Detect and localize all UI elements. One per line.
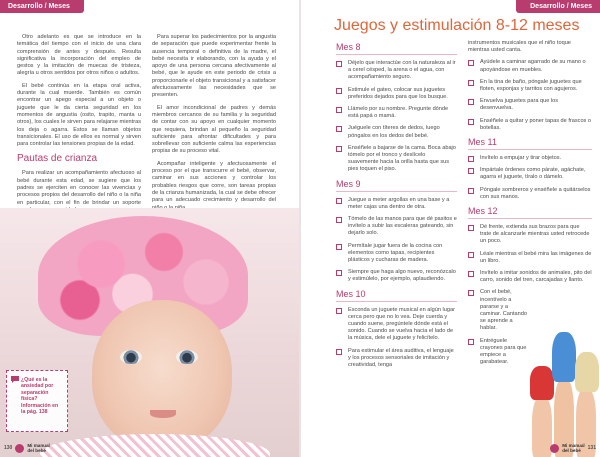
month-heading: Mes 12	[468, 206, 592, 219]
list-item: Enséñele a quitar y poner tapas de frascos o botellas.	[468, 118, 592, 132]
baby-dress	[40, 434, 270, 457]
baby-mouth	[150, 410, 176, 418]
checkbox-icon	[468, 271, 474, 277]
list-item: Estimule el gateo, colocar sus juguetes preferidos dejados para que los busque.	[336, 87, 457, 101]
finger	[532, 396, 552, 457]
list-item: Juéguele con títeres de dedos, luego póngalos en los dedos del bebé.	[336, 125, 457, 139]
list-item: Invítelo a imitar sonidos de animales, pito del carro, sonido del tren, carcajadas y llanto.	[468, 270, 592, 284]
list-item: Enséñele a bajarse de la cama. Boca abajo tómelo por el tronco y deslícelo suavemente hacia la orilla hasta que sus pies toquen el piso.	[336, 145, 457, 174]
checkbox-icon	[336, 270, 342, 276]
blue-puppet	[552, 332, 576, 382]
list-item: Envuelva juguetes para que los desenvuelva.	[468, 98, 592, 112]
red-puppet	[530, 366, 554, 400]
checkbox-icon	[468, 225, 474, 231]
list-item: Entréguele crayones para que empiece a garabatear.	[468, 338, 530, 367]
paragraph: Para superar los padecimientos por la angustia de separación que puede experimentar frente la ausencia temporal o definitiva de la madre, el bebé necesita ir elaborando, con la ayuda y el apoyo de una persona cercana afectivamente al bebé, que le ayude en este periodo de crisis a proporcionarle el objeto transicional y a satisfacer afectuosamente las necesidades que se presenten.	[152, 34, 276, 99]
checkbox-icon	[468, 188, 474, 194]
list-item: Juegue a meter argollas en una base y a meter cajas una dentro de otra.	[336, 197, 457, 211]
brand-line: del bebé	[562, 448, 581, 453]
page-number: 130	[4, 445, 13, 451]
list-item: Para estimular el área auditiva, el lenguaje y los procesos sensoriales de imitación y creatividad, tenga	[336, 348, 457, 370]
checkbox-icon	[336, 107, 342, 113]
month-heading: Mes 10	[336, 289, 457, 302]
right-column-1	[336, 40, 457, 374]
checkbox-icon	[336, 146, 342, 152]
brand-name	[562, 443, 584, 453]
checkbox-icon	[468, 252, 474, 258]
list-item: En la tina de baño, póngale juguetes que floten, esponjas y tarritos con agujeros.	[468, 79, 592, 93]
paragraph: Otro adelanto es que se introduce en la temática del tiempo con el inicio de una clara comprensión de antes y después. Resulta significativa la incorporación del empleo de gestos y la imitación de muecas de tristeza, alegría u otros sentidos por otros niños o adultos.	[17, 34, 141, 77]
list-item: Póngale sombreros y enséñele a quitárselos con sus manos.	[468, 187, 592, 201]
brand-line: del bebé	[27, 448, 46, 453]
page-title: Juegos y estimulación 8-12 meses	[334, 17, 580, 34]
list-item: Con el bebé, incentívelo a pararse y a caminar. Cantando se aprende a hablar.	[468, 289, 530, 332]
brand-line: Mi manual	[27, 443, 50, 448]
checkbox-icon	[468, 339, 474, 345]
paragraph: Acompañar inteligente y afectuosamente el proceso por el que transcurre el bebé, observar, caminar en sus acciones y controlar los probables riesgos que corre, son tareas propias de la crianza humanizada, la cual se debe ofrecer para un adecuado crecimiento y desarrollo del	[152, 160, 276, 204]
month-heading: Mes 11	[468, 137, 592, 150]
checkbox-icon	[336, 217, 342, 223]
month-heading: Mes 9	[336, 179, 457, 192]
page-number: 131	[587, 445, 596, 451]
brand-logo-icon	[550, 444, 559, 453]
brand-logo-icon	[15, 444, 24, 453]
baby-eye	[120, 350, 142, 364]
checkbox-icon	[468, 290, 474, 296]
list-item: Dé frente, extienda sus brazos para que trate de alcanzarle mientras usted retrocede un poco.	[468, 224, 592, 246]
paragraph: El amor incondicional de padres y demás miembros cercanos de su familia y la seguridad de contar con su apoyo en cualquier momento que requiera, brindan al pequeño la seguridad suficiente para afrontar dificultades y para sobrellevar con suficiente calma las experiencias propias de su proceso vital.	[152, 104, 276, 155]
baby-eye	[176, 350, 198, 364]
checkbox-icon	[336, 349, 342, 355]
left-column-2	[152, 34, 276, 217]
yellow-puppet	[575, 352, 599, 392]
callout-text: ¿Qué es la ansiedad por separación física? Información en la pág. 138	[21, 377, 59, 416]
right-footer	[550, 443, 596, 453]
speech-bubble-icon	[10, 375, 20, 384]
left-section-tab: Desarrollo / Meses 8-9	[0, 0, 84, 13]
list-item: Impártale órdenes como párate, agáchate, agarra el juguete, tíralo o dámelo.	[468, 167, 592, 181]
baby-face	[92, 300, 232, 450]
list-item: Permítale jugar fuera de la cocina con elementos como tapas, recipientes plásticos y cucharas de madera.	[336, 243, 457, 265]
list-item: Ayúdele a caminar agarrado de su mano o apoyándose en muebles.	[468, 59, 592, 73]
brand-name	[27, 443, 49, 453]
list-item: Llámelo por su nombre. Pregunte dónde está papá o mamá.	[336, 106, 457, 120]
left-footer	[4, 443, 50, 453]
checkbox-icon	[336, 244, 342, 250]
list-item: Léale mientras el bebé mira las imágenes de un libro.	[468, 251, 592, 265]
checkbox-icon	[336, 88, 342, 94]
finger-puppets-photo	[528, 326, 600, 457]
checkbox-icon	[336, 308, 342, 314]
info-callout	[6, 370, 68, 432]
paragraph: El bebé continúa en la etapa oral activa, durante la cual muerde. También es común encontrar un apego especial a un objeto o juguete que le da cierta seguridad en los momentos de angustia (osito, trapito, manta u otros), los cuales le sirven para relajarse mientras los deja o agarra. Estos se llaman objetos transicionales. El uso de ellos es normal y sirven para controlar las tensiones propias de la edad.	[17, 82, 141, 148]
list-item: Tómelo de las manos para que dé pasitos e invítelo a subir las escaleras gateando, sin dejarlo solo.	[336, 216, 457, 238]
checkbox-icon	[336, 126, 342, 132]
checkbox-icon	[468, 99, 474, 105]
checkbox-icon	[468, 119, 474, 125]
paragraph: Para realizar un acompañamiento afectuoso al bebé durante esta edad, se sugiere que los padres se ejerciten en conocer las vivencias y procesos propios del desarrollo del niño o la niña en particular, con el fin de brindar un soporte	[17, 170, 141, 206]
checkbox-icon	[468, 156, 474, 162]
list-item: Siempre que haga algo nuevo, reconózcalo y estimúlelo, por ejemplo, aplaudiendo.	[336, 269, 457, 283]
list-item: Invítelo a empujar y tirar objetos.	[468, 155, 592, 162]
right-section-tab: Desarrollo / Meses 8-9	[516, 0, 600, 13]
list-item: Déjelo que interactúe con la naturaleza al ir a cerel césped, la arena o el agua, con acompañamiento seguro.	[336, 60, 457, 82]
checkbox-icon	[468, 168, 474, 174]
brand-line: Mi manual	[562, 443, 585, 448]
subheading-pautas: Pautas de crianza	[17, 153, 98, 165]
checkbox-icon	[336, 198, 342, 204]
checkbox-icon	[468, 60, 474, 66]
right-column-2	[468, 40, 592, 372]
checkbox-icon	[336, 61, 342, 67]
list-item: Esconda un juguete musical en algún lugar cerca pero que no lo vea. Deje cuerda y cuando suene, pregúntele dónde está el sonido. Cuando se vuelva hacia el lado de la música, dele el juguete y felicítelo.	[336, 307, 457, 343]
continued-text: instrumentos musicales que el niño toque mientras usted canta.	[468, 40, 571, 54]
checkbox-icon	[468, 80, 474, 86]
month-heading: Mes 8	[336, 42, 457, 55]
page-gutter	[299, 0, 301, 457]
